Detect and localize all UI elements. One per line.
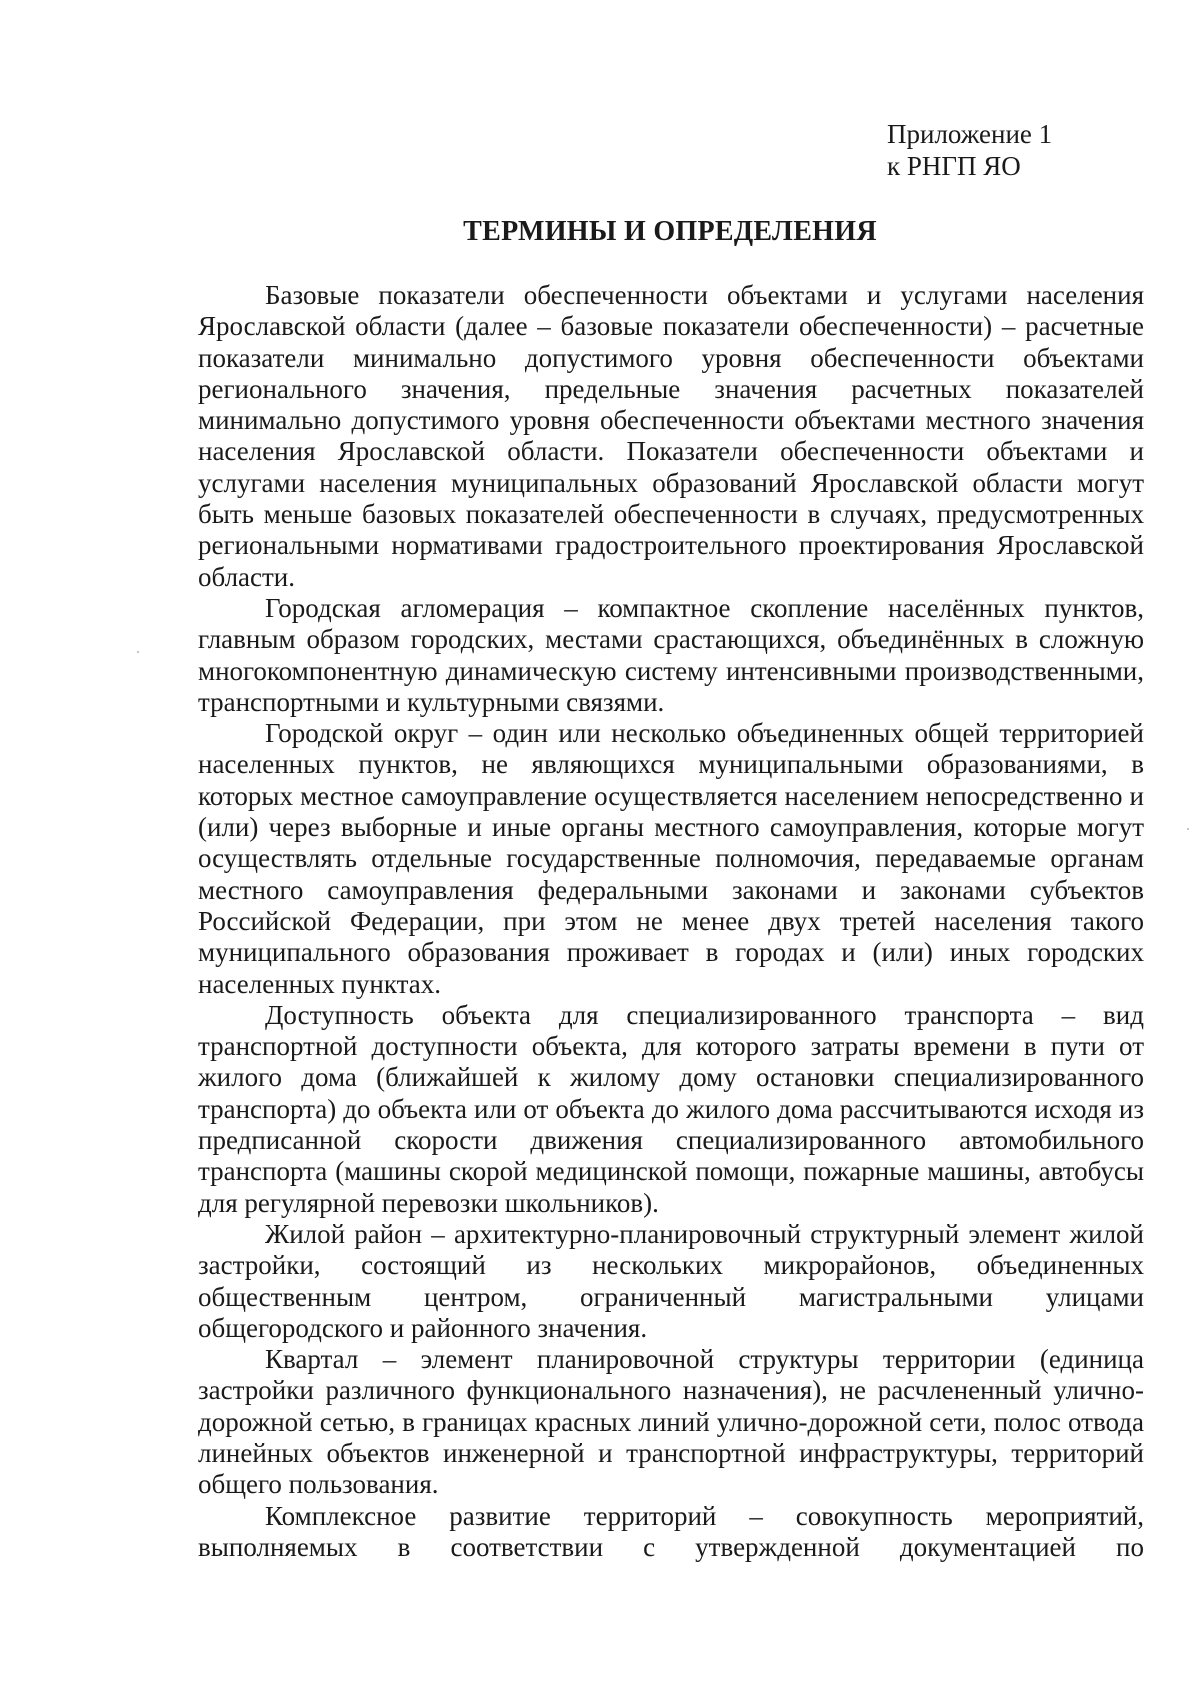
paragraph-urban-agglomeration: Городская агломерация – компактное скопление населённых пунктов, главным образом городских, местами срастающихся, объединённых в сложную многокомпонентную динамическую систему интенсивными производственными, транспортными и культурными связями. xyxy=(198,592,1144,717)
appendix-line-2: к РНГП ЯО xyxy=(887,151,1021,181)
page-title: ТЕРМИНЫ И ОПРЕДЕЛЕНИЯ xyxy=(463,216,877,247)
appendix-line-1: Приложение 1 xyxy=(887,119,1053,149)
paragraph-complex-development: Комплексное развитие территорий – совокупность мероприятий, выполняемых в соответствии с утвержденной документацией по xyxy=(198,1500,1144,1562)
paragraph-residential-area: Жилой район – архитектурно-планировочный структурный элемент жилой застройки, состоящий из нескольких микрорайонов, объединенных общественным центром, ограниченный магистральными улицами общегородского и районного значения. xyxy=(198,1218,1144,1343)
paragraph-special-transport-access: Доступность объекта для специализированного транспорта – вид транспортной доступности объекта, для которого затраты времени в пути от жилого дома (ближайшей к жилому дому остановки специализированного транспорта) до объекта или от объекта до жилого дома рассчитываются исходя из предписанной скорости движения специализированного автомобильного транспорта (машины скорой медицинской помощи, пожарные машины, автобусы для регулярной перевозки школьников). xyxy=(198,999,1144,1218)
paragraph-quarter: Квартал – элемент планировочной структуры территории (единица застройки различного функционального назначения), не расчлененный улично-дорожной сетью, в границах красных линий улично-дорожной сети, полос отвода линейных объектов инженерной и транспортной инфраструктуры, территорий общего пользования. xyxy=(198,1344,1144,1500)
paragraph-urban-district: Городской округ – один или несколько объединенных общей территорией населенных пунктов, не являющихся муниципальными образованиями, в которых местное самоуправление осуществляется населением непосредственно и (или) через выборные и иные органы местного самоуправления, которые могут осуществлять отдельные государственные полномочия, передаваемые органам местного самоуправления федеральными законами и законами субъектов Российской Федерации, при этом не менее двух третей населения такого муниципального образования проживает в городах и (или) иных городских населенных пунктах. xyxy=(198,718,1144,999)
paragraph-base-indicators: Базовые показатели обеспеченности объектами и услугами населения Ярославской области (далее – базовые показатели обеспеченности) – расчетные показатели минимально допустимого уровня обеспеченности объектами регионального значения, предельные значения расчетных показателей минимально допустимого уровня обеспеченности объектами местного значения населения Ярославской области. Показатели обеспеченности объектами и услугами населения муниципальных образований Ярославской области могут быть меньше базовых показателей обеспеченности в случаях, предусмотренных региональными нормативами градостроительного проектирования Ярославской области. xyxy=(198,280,1144,592)
